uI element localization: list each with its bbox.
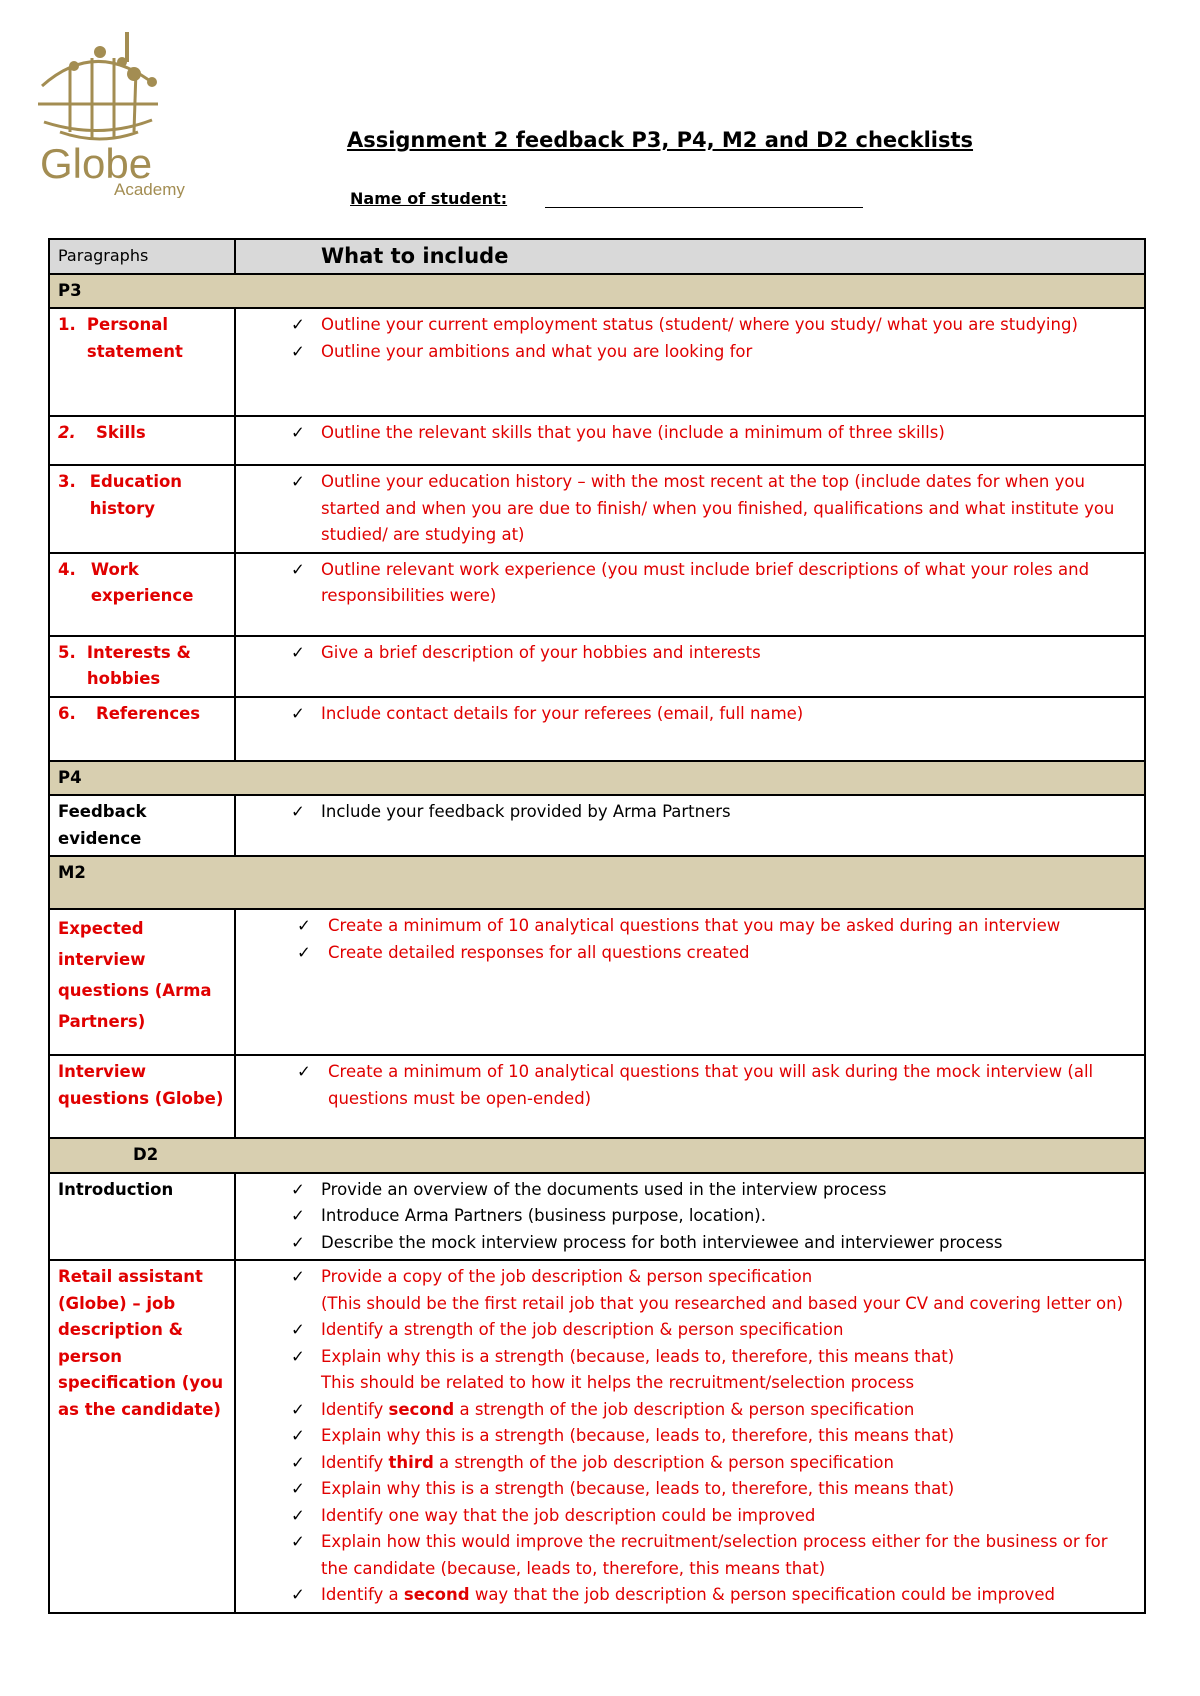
list-item: ✓ Outline your current employment status (student/ where you study/ what you are studying) — [244, 312, 1136, 339]
logo-name: Globe — [40, 140, 153, 187]
row-label: References — [96, 703, 201, 723]
list-item: ✓ Describe the mock interview process for both interviewee and interviewer process — [244, 1230, 1136, 1257]
list-item: ✓ Identify a second way that the job description & person specification could be improved — [244, 1582, 1136, 1609]
header-paragraphs: Paragraphs — [49, 239, 235, 274]
table-row — [49, 1260, 1145, 1613]
list-item: ✓ Identify one way that the job description could be improved — [244, 1503, 1136, 1530]
list-item: ✓ Create a minimum of 10 analytical questions that you may be asked during an interview — [244, 913, 1136, 940]
section-m2 — [49, 856, 1145, 909]
header-what-to-include: What to include — [235, 239, 1145, 274]
section-d2 — [49, 1138, 1145, 1173]
list-item: ✓ Create a minimum of 10 analytical questions that you will ask during the mock interview (all questions must be open-ended) — [244, 1059, 1136, 1112]
check-icon: ✓ — [291, 1179, 305, 1199]
row-number: 6. — [58, 703, 76, 723]
check-icon: ✓ — [291, 642, 305, 662]
list-item-continuation: This should be related to how it helps the recruitment/selection process — [321, 1373, 915, 1392]
section-p3 — [49, 274, 1145, 309]
section-p4 — [49, 761, 1145, 796]
row-label: Introduction — [49, 1173, 235, 1261]
check-icon: ✓ — [291, 802, 305, 821]
check-icon: ✓ — [291, 1399, 305, 1419]
table-row — [49, 795, 1145, 856]
check-icon: ✓ — [291, 1452, 305, 1472]
list-item: ✓ Include your feedback provided by Arma Partners — [244, 799, 1136, 826]
list-item: ✓ Outline your education history – with the most recent at the top (include dates for when you started and when you are due to finish/ when you finished, qualifications and what institute you studied/ are studying at) — [244, 469, 1136, 549]
list-item: ✓ Outline relevant work experience (you must include brief descriptions of what your roles and responsibilities were) — [244, 557, 1136, 610]
list-item: ✓ Provide a copy of the job description & person specification — [244, 1264, 1136, 1291]
check-icon: ✓ — [291, 315, 305, 334]
row-label: Feedback evidence — [49, 795, 235, 856]
section-heading: M2 — [49, 856, 1145, 909]
check-icon: ✓ — [291, 1206, 305, 1225]
check-icon: ✓ — [291, 559, 305, 579]
section-heading: P4 — [49, 761, 1145, 796]
table-row — [49, 416, 1145, 465]
list-item: ✓ Explain how this would improve the recruitment/selection process either for the business or for the candidate (because, leads to, therefore, this means that) — [244, 1529, 1136, 1582]
logo-sub: Academy — [114, 180, 185, 198]
list-item-continuation: (This should be the first retail job that you researched and based your CV and covering letter on) — [321, 1293, 1124, 1313]
list-item: ✓ Identify second a strength of the job description & person specification — [244, 1397, 1136, 1424]
list-item: ✓ Introduce Arma Partners (business purpose, location). — [244, 1203, 1136, 1230]
student-name-line — [545, 207, 863, 208]
check-icon: ✓ — [291, 423, 305, 442]
student-name-row — [350, 189, 507, 208]
globe-academy-logo — [30, 28, 210, 198]
row-label: Interview questions (Globe) — [49, 1055, 235, 1138]
row-label: Interests & hobbies — [86, 642, 191, 688]
check-icon: ✓ — [297, 1062, 311, 1081]
check-icon: ✓ — [291, 1232, 305, 1252]
section-heading: P3 — [49, 274, 1145, 309]
row-label: Retail assistant (Globe) – job description & person specification (you as the candidate) — [49, 1260, 235, 1613]
table-row — [49, 697, 1145, 761]
list-item: ✓ Explain why this is a strength (because, leads to, therefore, this means that) — [244, 1423, 1136, 1450]
section-heading: D2 — [49, 1138, 1145, 1173]
row-number: 2. — [58, 423, 76, 442]
check-icon: ✓ — [291, 1426, 305, 1445]
check-icon: ✓ — [291, 1532, 305, 1551]
table-row — [49, 553, 1145, 636]
check-icon: ✓ — [291, 703, 305, 723]
list-item: ✓ Explain why this is a strength (because, leads to, therefore, this means that) — [244, 1476, 1136, 1503]
student-name-label: Name of student: — [350, 189, 508, 208]
list-item: ✓ Identify third a strength of the job description & person specification — [244, 1450, 1136, 1477]
list-item: ✓ Explain why this is a strength (because, leads to, therefore, this means that) — [244, 1344, 1136, 1371]
check-icon: ✓ — [297, 916, 311, 935]
row-label: Education history — [89, 472, 183, 518]
check-icon: ✓ — [291, 1320, 305, 1339]
table-row — [49, 1055, 1145, 1138]
table-row — [49, 636, 1145, 697]
table-row — [49, 909, 1145, 1055]
row-label: Skills — [96, 423, 146, 442]
row-label: Work experience — [90, 559, 194, 605]
page-title: Assignment 2 feedback P3, P4, M2 and D2 checklists — [346, 128, 974, 152]
row-number: 5. — [58, 642, 76, 662]
row-number: 4. — [58, 559, 76, 579]
list-item: ✓ Give a brief description of your hobbies and interests — [244, 640, 1136, 667]
check-icon: ✓ — [297, 942, 311, 962]
row-number: 1. — [58, 315, 76, 334]
check-icon: ✓ — [291, 1479, 305, 1498]
check-icon: ✓ — [291, 341, 305, 361]
row-number: 3. — [58, 472, 76, 491]
list-item: ✓ Outline your ambitions and what you are looking for — [244, 339, 1136, 366]
row-label: Expected interview questions (Arma Partners) — [49, 909, 235, 1055]
checklist-table — [48, 238, 1146, 1614]
check-icon: ✓ — [291, 1346, 305, 1366]
check-icon: ✓ — [291, 1267, 305, 1286]
table-row — [49, 308, 1145, 416]
list-item: ✓ Outline the relevant skills that you have (include a minimum of three skills) — [244, 420, 1136, 447]
check-icon: ✓ — [291, 1505, 305, 1525]
list-item: ✓ Identify a strength of the job description & person specification — [244, 1317, 1136, 1344]
check-icon: ✓ — [291, 1585, 305, 1604]
table-header — [49, 239, 1145, 274]
list-item: ✓ Create detailed responses for all questions created — [244, 940, 1136, 967]
list-item: ✓ Provide an overview of the documents used in the interview process — [244, 1177, 1136, 1204]
list-item: ✓ Include contact details for your referees (email, full name) — [244, 701, 1136, 728]
row-label: Personal statement — [86, 315, 183, 361]
table-row — [49, 465, 1145, 553]
check-icon: ✓ — [291, 472, 305, 491]
table-row — [49, 1173, 1145, 1261]
